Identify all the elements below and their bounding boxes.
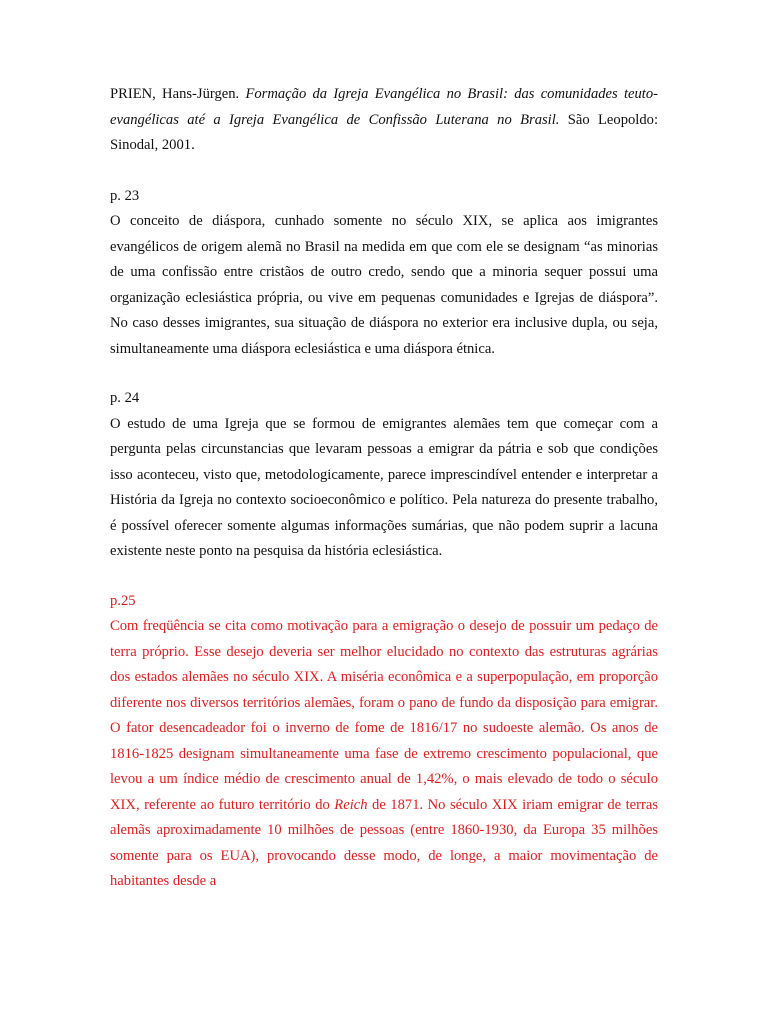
document-page: [110, 82, 658, 919]
page-label: p. 24: [110, 390, 140, 406]
section-p25-highlighted: [110, 589, 658, 895]
italic-term: Reich: [334, 796, 368, 813]
page-label: p. 23: [110, 187, 140, 204]
paragraph-text: Com freqüência se cita como motivação para a emigração o desejo de possuir um pedaço de terra próprio. Esse desejo deveria ser melhor elucidado no contexto das estruturas agrárias dos estados alemães no século XIX. A miséria econômica e a superpopulação, em proporção diferente nos diversos territórios alemães, foram o pano de fundo da disposição para emigrar. O fator desencadeador foi o inverno de fome de 1816/17 no sudoeste alemão. Os anos de 1816-1825 designam simultaneamente uma fase de extremo crescimento populacional, que levou a um índice médio de crescimento anual de 1,42%, o mais elevado de todo o século XIX, referente ao futuro território do: [110, 618, 658, 813]
section-p23: [110, 184, 658, 363]
reference-publication: São Leopoldo: Sinodal, 2001.: [110, 111, 658, 153]
reference-title: Formação da Igreja Evangélica no Brasil: das comunidades teuto-evangélicas até a Igreja Evangélica de Confissão Luterana no Brasil.: [110, 86, 658, 128]
section-p24: [110, 386, 658, 565]
reference-author: PRIEN, Hans-Jürgen.: [110, 86, 240, 102]
paragraph: O estudo de uma Igreja que se formou de emigrantes alemães tem que começar com a pergunta pelas circunstancias que levaram pessoas a emigrar da pátria e sob que condições isso aconteceu, visto que, metodologicamente, parece imprescindível entender e interpretar a História da Igreja no contexto socioeconômico e político. Pela natureza do presente trabalho, é possível oferecer somente algumas informações sumárias, que não podem suprir a lacuna existente neste ponto na pesquisa da história eclesiástica.: [110, 415, 658, 559]
bibliographic-reference: [110, 82, 658, 159]
paragraph-text-continued: de 1871. No século XIX iriam emigrar de terras alemãs aproximadamente 10 milhões de pessoas (entre 1860-1930, da Europa 35 milhões somente para os EUA), provocando desse modo, de longe, a maior movimentação de habitantes desde a: [110, 796, 658, 889]
paragraph: [110, 614, 658, 895]
paragraph: O conceito de diáspora, cunhado somente no século XIX, se aplica aos imigrantes evangélicos de origem alemã no Brasil na medida em que com ele se designam “as minorias de uma confissão entre cristãos de outro credo, sendo que a minoria sequer possui uma organização eclesiástica própria, ou vive em pequenas comunidades e Igrejas de diáspora”. No caso desses imigrantes, sua situação de diáspora no exterior era inclusive dupla, ou seja, simultaneamente uma diáspora eclesiástica e uma diáspora étnica.: [110, 213, 658, 357]
page-label: p.25: [110, 592, 136, 609]
